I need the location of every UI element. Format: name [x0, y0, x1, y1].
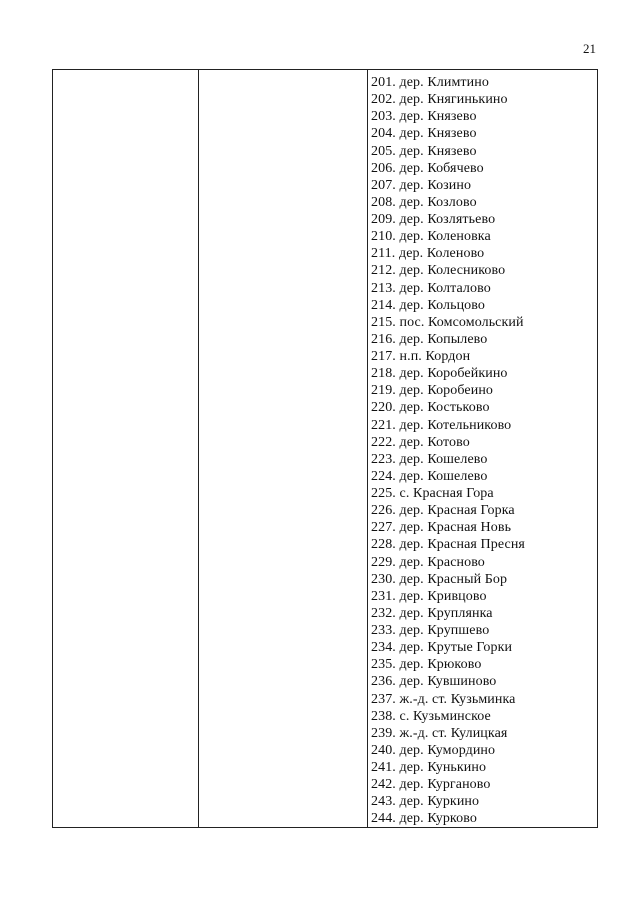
column-divider-1 [198, 70, 199, 827]
settlement-item: 244. дер. Курково [371, 811, 477, 827]
settlement-item: 207. дер. Козино [371, 177, 472, 193]
settlement-item: 226. дер. Красная Горка [371, 503, 515, 519]
settlement-item: 236. дер. Кувшиново [371, 674, 497, 690]
settlement-item: 241. дер. Кунькино [371, 760, 487, 775]
settlement-item: 221. дер. Котельниково [371, 417, 512, 433]
settlement-item: 243. дер. Куркино [371, 794, 480, 810]
column-divider-2 [367, 70, 368, 827]
settlement-item: 216. дер. Копылево [371, 331, 488, 347]
settlement-item: 218. дер. Коробейкино [371, 366, 508, 382]
settlement-item: 225. с. Красная Гора [371, 486, 494, 501]
settlement-item: 219. дер. Коробеино [371, 383, 494, 399]
settlement-item: 203. дер. Князево [371, 109, 477, 125]
settlement-item: 230. дер. Красный Бор [371, 571, 508, 587]
settlement-item: 215. пос. Комсомольский [371, 314, 524, 330]
settlement-item: 224. дер. Кошелево [371, 468, 488, 484]
settlement-item: 229. дер. Красново [371, 554, 485, 570]
settlement-item: 239. ж.-д. ст. Кулицкая [371, 725, 508, 741]
settlement-item: 201. дер. Климтино [371, 75, 489, 90]
settlement-item: 209. дер. Козлятьево [371, 212, 496, 227]
settlement-item: 212. дер. Колесниково [371, 263, 506, 279]
settlement-item: 204. дер. Князево [371, 126, 477, 142]
settlement-item: 234. дер. Крутые Горки [371, 640, 513, 656]
settlement-item: 222. дер. Котово [371, 434, 470, 450]
settlements-table [52, 69, 598, 828]
settlement-item: 202. дер. Княгинькино [371, 92, 508, 108]
settlement-item: 214. дер. Кольцово [371, 297, 485, 313]
settlement-item: 211. дер. Коленово [371, 246, 485, 262]
settlement-item: 228. дер. Красная Пресня [371, 537, 525, 553]
settlement-list [371, 74, 525, 828]
settlement-item: 210. дер. Коленовка [371, 229, 491, 245]
settlement-item: 240. дер. Кумордино [371, 742, 496, 758]
settlement-item: 232. дер. Круплянка [371, 605, 493, 621]
settlement-item: 205. дер. Князево [371, 143, 477, 159]
settlement-item: 237. ж.-д. ст. Кузьминка [371, 691, 516, 707]
settlement-item: 238. с. Кузьминское [371, 708, 491, 724]
settlement-item: 233. дер. Крупшево [371, 623, 490, 638]
settlement-item: 235. дер. Крюково [371, 657, 482, 673]
settlement-item: 231. дер. Кривцово [371, 588, 487, 604]
settlement-item: 242. дер. Курганово [371, 777, 491, 793]
settlement-item: 227. дер. Красная Новь [371, 520, 512, 536]
settlement-item: 213. дер. Колталово [371, 280, 491, 296]
settlement-item: 206. дер. Кобячево [371, 160, 484, 176]
page-number: 21 [583, 41, 596, 56]
settlement-item: 217. н.п. Кордон [371, 349, 471, 364]
settlement-item: 220. дер. Костьково [371, 400, 490, 416]
settlement-item: 208. дер. Козлово [371, 194, 477, 210]
settlement-item: 223. дер. Кошелево [371, 451, 488, 467]
